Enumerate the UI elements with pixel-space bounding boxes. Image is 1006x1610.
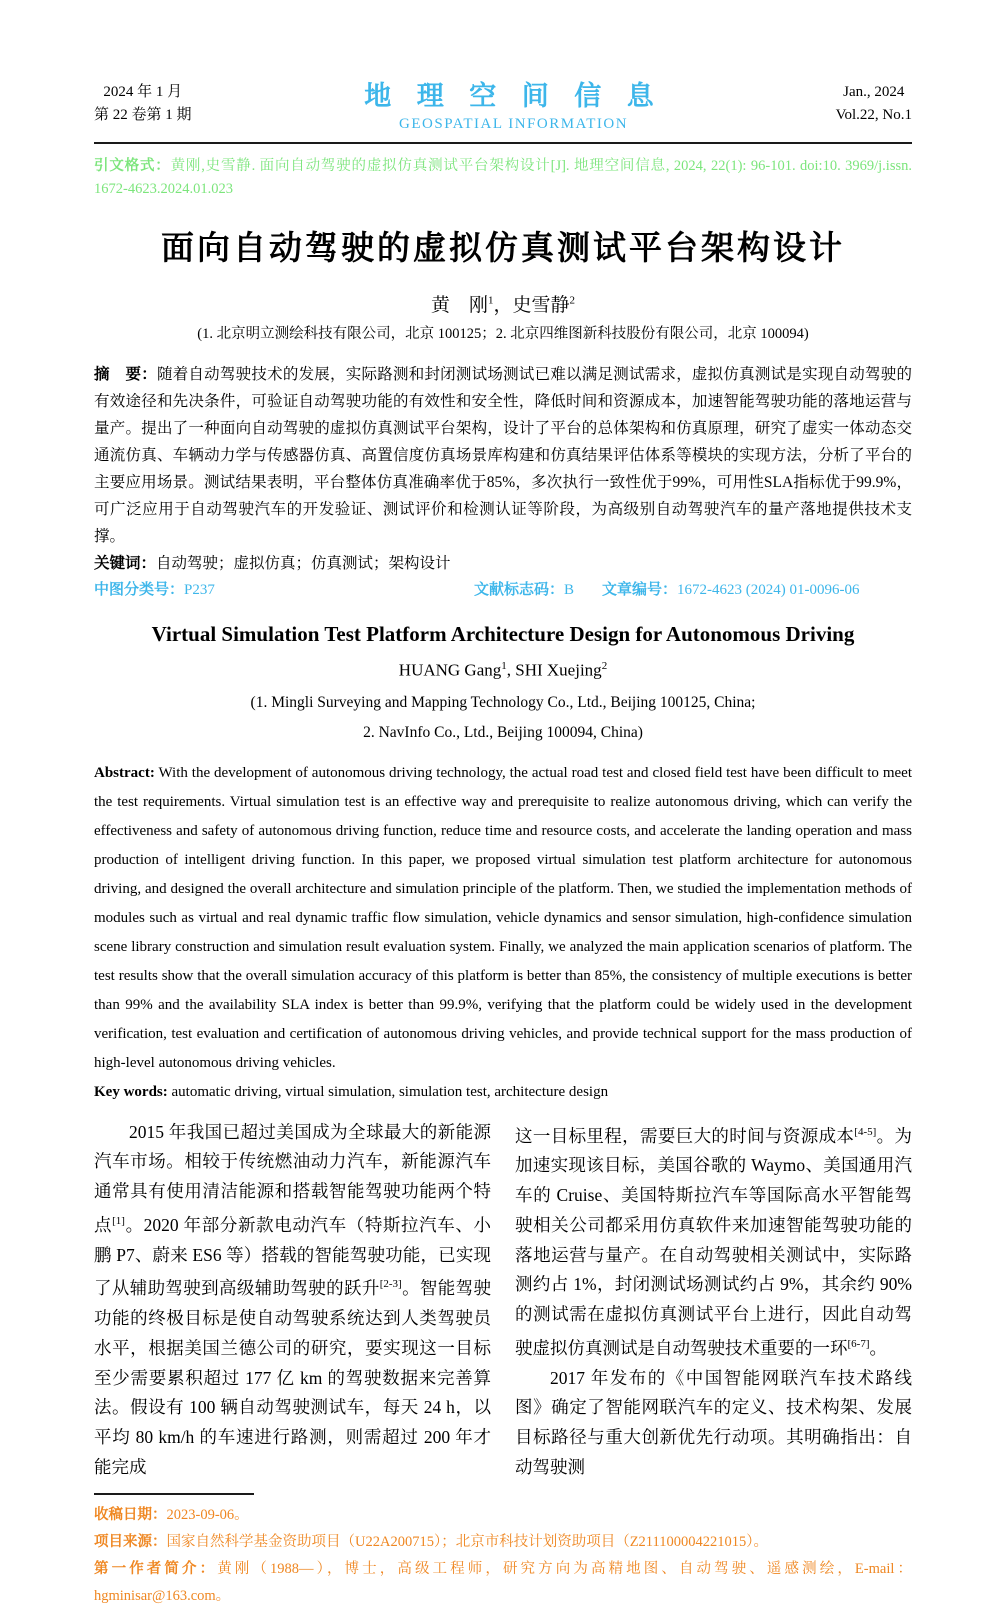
article-id-label: 文章编号： [602,581,678,598]
funding-text: 国家自然科学基金资助项目（U22A200715）；北京市科技计划资助项目（Z211100004221015）。 [166,1533,768,1550]
authors-cn [94,290,912,317]
author-en-name-1: HUANG Gang [398,660,502,680]
author-name-2: 史雪静 [512,295,570,316]
volume-issue-cn: 第 22 卷第 1 期 [94,106,192,123]
abstract-text-en: With the development of autonomous driving technology, the actual road test and closed field test have been difficult to meet the test requirements. Virtual simulation test is an effective way and prerequisite to realize autonomous driving, which can verify the effectiveness and safety of autonomous driving function, reduce time and resource costs, and accelerate the landing operation and mass production of intelligent driving function. In this paper, we proposed virtual simulation test platform architecture for autonomous driving, and designed the overall architecture and simulation principle of the platform. Then, we studied the implementation methods of modules such as virtual and real dynamic traffic flow simulation, vehicle dynamics and sensor simulation, high-confidence simulation scene library construction and simulation result evaluation system. Finally, we analyzed the main application scenarios of platform. The test results show that the overall simulation accuracy of this platform is better than 85%, the consistency of multiple executions is better than 99% and the availability SLA index is better than 99.9%, verifying that the platform could be widely used in the development verification, test evaluation and certification of autonomous driving vehicles, and provide technical support for the mass production of high-level autonomous driving vehicles. [94,764,912,1071]
authors-en [94,660,912,681]
keywords-label-en: Key words: [94,1083,168,1100]
author-en-superscript-1: 1 [501,660,507,672]
volume-issue-en: Vol.22, No.1 [835,106,912,123]
citation-line [94,155,912,201]
author-bio-text: 黄刚（1988—），博士，高级工程师，研究方向为高精地图、自动驾驶、遥感测绘，E-mail：hgminisar@163.com。 [94,1560,912,1604]
body-column-right [515,1118,912,1483]
author-en-superscript-2: 2 [601,660,608,672]
body-text: 。 [869,1337,887,1358]
citation-text: 黄刚,史雪静. 面向自动驾驶的虚拟仿真测试平台架构设计[J]. 地理空间信息, 2024, 22(1): 96-101. doi:10. 3969/j.issn. 1672-4623.2024.01.023 [94,158,912,197]
clc-label: 中图分类号： [94,581,185,598]
masthead-center [364,74,663,133]
funding-label: 项目来源： [94,1533,167,1550]
body-column-left [94,1118,491,1483]
body-paragraph-right-1 [515,1118,912,1364]
body-text: 。智能驾驶功能的终极目标是使自动驾驶系统达到人类驾驶员水平，根据美国兰德公司的研究，要实现这一目标至少需要累积超过 177 亿 km 的驾驶数据来完善算法。假设有 100 辆自动驾驶测试车，每天 24 h，以平均 80 km/h 的车速进行路测，则需超过 200 年才能完成 [94,1278,492,1478]
footer-divider [94,1493,254,1495]
received-date-label: 收稿日期： [94,1506,167,1523]
reference-superscript: [4-5] [854,1125,877,1138]
clc-number [94,578,474,602]
citation-label: 引文格式： [94,158,171,174]
masthead-left [94,81,192,127]
body-paragraph-left [94,1118,491,1483]
reference-superscript: [2-3] [379,1278,402,1291]
body-text: 2015 年我国已超过美国成为全球最大的新能源汽车市场。相较于传统燃油动力汽车，新能源汽车通常具有使用清洁能源和搭载智能驾驶功能两个特点 [94,1121,491,1235]
masthead-right [836,81,912,127]
article-id [602,578,912,602]
document-code-label: 文献标志码： [474,581,565,598]
abstract-en [94,759,912,1078]
footer-row-funding [94,1529,912,1556]
reference-superscript: [6-7] [847,1338,870,1351]
abstract-text-cn: 随着自动驾驶技术的发展，实际路测和封闭测试场测试已难以满足测试需求，虚拟仿真测试是实现自动驾驶的有效途径和先决条件，可验证自动驾驶功能的有效性和安全性，降低时间和资源成本，加速智能驾驶功能的落地运营与量产。提出了一种面向自动驾驶的虚拟仿真测试平台架构，设计了平台的总体架构和仿真原理，研究了虚实一体动态交通流仿真、车辆动力学与传感器仿真、高置信度仿真场景库构建和仿真结果评估体系等模块的实现方法，分析了平台的主要应用场景。测试结果表明，平台整体仿真准确率优于85%，多次执行一致性优于99%，可用性SLA指标优于99.9%，可广泛应用于自动驾驶汽车的开发验证、测试评价和检测认证等阶段，为高级别自动驾驶汽车的量产落地提供技术支撑。 [94,366,912,545]
footer-notes [94,1493,912,1610]
body-paragraph-right-2: 2017 年发布的《中国智能网联汽车技术路线图》确定了智能网联汽车的定义、技术构架、发展目标路径与重大创新优先行动项。其明确指出：自动驾驶测 [515,1367,912,1478]
document-code-value: B [564,582,575,598]
keywords-text-cn: 自动驾驶；虚拟仿真；仿真测试；架构设计 [156,555,451,572]
abstract-label-cn: 摘 要： [94,366,157,383]
masthead-divider [94,142,912,144]
author-bio-label: 第一作者简介： [94,1560,218,1577]
keywords-cn [94,550,912,577]
abstract-label-en: Abstract: [94,764,155,781]
received-date-text: 2023-09-06。 [166,1506,249,1523]
author-separator: ， [493,295,513,316]
keywords-text-en: automatic driving, virtual simulation, simulation test, architecture design [167,1083,609,1100]
issue-date-cn: 2024 年 1 月 [103,83,183,100]
abstract-cn [94,361,912,550]
keywords-en [94,1078,912,1107]
author-en-name-2: SHI Xuejing [515,660,602,680]
body-text: 。2020 年部分新款电动汽车（特斯拉汽车、小鹏 P7、蔚来 ES6 等）搭载的智能驾驶功能，已实现了从辅助驾驶到高级辅助驾驶的跃升 [94,1214,492,1299]
article-id-value: 1672-4623 (2024) 01-0096-06 [677,582,860,598]
author-superscript-2: 2 [569,294,576,307]
footer-row-author-bio [94,1556,912,1610]
reference-superscript: [1] [112,1215,125,1228]
affiliation-cn: (1. 北京明立测绘科技有限公司，北京 100125；2. 北京四维图新科技股份有限公司，北京 100094) [197,326,809,342]
body-text: 。为加速实现该目标，美国谷歌的 Waymo、美国通用汽车的 Cruise、美国特斯拉汽车等国际高水平智能驾驶相关公司都采用仿真软件来加速智能驾驶功能的落地运营与量产。在自动驾驶相关测试中，实际路测约占 1%，封闭测试场测试约占 9%，其余约 90%的测试需在虚拟仿真测试平台上进行，因此自动驾驶虚拟仿真测试是自动驾驶技术重要的一环 [515,1125,913,1358]
affiliation-en [94,688,912,748]
author-en-separator: , [506,660,516,680]
paper-title-en: Virtual Simulation Test Platform Architecture Design for Autonomous Driving [151,622,855,646]
clc-value: P237 [184,582,215,598]
paper-title-cn: 面向自动驾驶的虚拟仿真测试平台架构设计 [161,231,845,267]
author-name-1: 黄 刚 [430,295,488,316]
author-superscript-1: 1 [487,294,494,307]
issue-date-en: Jan., 2024 [843,83,905,100]
journal-masthead [94,74,912,133]
body-text: 这一目标里程，需要巨大的时间与资源成本 [515,1125,855,1146]
keywords-label-cn: 关键词： [94,555,157,572]
document-code [474,578,602,602]
journal-title-en: GEOSPATIAL INFORMATION [399,116,629,132]
affiliation-en-line-1: (1. Mingli Surveying and Mapping Technology Co., Ltd., Beijing 100125, China; [250,693,756,711]
affiliation-en-line-2: 2. NavInfo Co., Ltd., Beijing 100094, China) [363,723,643,741]
body-columns [94,1118,912,1483]
footer-row-received [94,1502,912,1529]
classification-row [94,578,912,602]
journal-title-cn: 地 理 空 间 信 息 [364,81,663,111]
